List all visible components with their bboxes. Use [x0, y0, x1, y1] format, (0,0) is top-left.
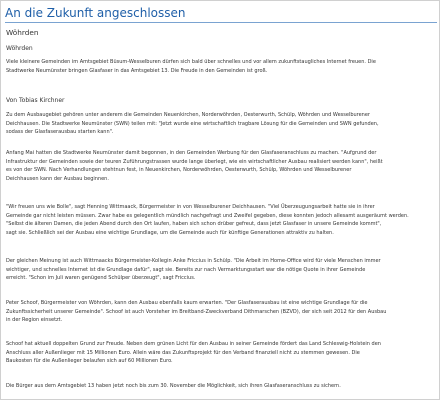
- article-title: An die Zukunft angeschlossen: [5, 5, 437, 23]
- paragraph-line: Peter Schoof, Bürgermeister von Wöhrden, kann den Ausbau ebenfalls kaum erwarten. "Der Glasfaserausbau ist eine wichtige Grundlage für die: [6, 300, 368, 306]
- paragraph-line: in der Region einsetzt.: [6, 317, 63, 323]
- paragraph-line: sagt sie. Schließlich sei der Ausbau eine wichtige Grundlage, um die Gemeinde auch für künftige Generationen attraktiv zu halten.: [6, 229, 334, 236]
- paragraph-line: wichtiger, und schnelles Internet ist die Grundlage dafür", sagt sie. Bereits zur nach Vermarktungsstart war die nötige Quote in ihrer Gemeinde: [6, 266, 366, 273]
- intro-line: Viele kleinere Gemeinden im Amtsgebiet Büsum-Wesselburen dürfen sich bald über schnelles und vor allem zukunftstaugliches Internet freuen. Die: [6, 59, 376, 65]
- article-paragraph-3: [6, 203, 436, 237]
- paragraph-line: Schoof hat aktuell doppelten Grund zur Freude. Neben dem grünen Licht für den Ausbau in seiner Gemeinde fördert das Land Schleswig-Holstein den: [6, 341, 381, 347]
- intro-line: Stadtwerke Neumünster bringen Glasfaser in das Amtsgebiet 13. Die Freude in den Gemeinden ist groß.: [6, 67, 268, 74]
- article-paragraph-2: [6, 149, 436, 183]
- paragraph-line: Zukunftssicherheit unserer Gemeinde". Schoof ist auch Vorsteher im Breitband-Zweckverband Dithmarschen (BZVD), der sich seit 2012 für den Ausbau: [6, 308, 387, 315]
- paragraph-line: Baukosten für die Außenlieger belaufen sich auf 60 Millionen Euro.: [6, 358, 173, 364]
- paragraph-line: Anschluss aller Außenlieger mit 15 Millionen Euro. Allein wäre das Zukunftsprojekt für den Verband finanziell nicht zu stemmen gewesen. Die: [6, 349, 360, 356]
- article-byline: Von Tobias Kirchner: [6, 97, 65, 104]
- paragraph-line: Der gleichen Meinung ist auch Wittmaacks Bürgermeister-Kollegin Anke Friccius in Schülp. "Die Arbeit im Home-Office wird für viele Menschen immer: [6, 258, 381, 264]
- article-paragraph-7: [6, 382, 436, 391]
- paragraph-line: Deichhausen kann der Ausbau beginnen.: [6, 175, 109, 182]
- paragraph-line: Infrastruktur der Gemeinden sowie der teuren Zuführungstrassen wurde lange überlegt, wie ein wirtschaftlicher Ausbau realisiert werden kann", heißt: [6, 158, 383, 165]
- article-paragraph-4: [6, 257, 436, 283]
- article-paragraph-1: [6, 111, 436, 137]
- paragraph-line: Gemeinde gar nicht leisten müssen. Zwar habe es gelegentlich mündlich nachgefragt und Zweifel gegeben, diese konnten jedoch allesamt ausgeräumt werden.: [6, 212, 409, 219]
- article-location: Wöhrden: [6, 28, 39, 37]
- article-paragraph-5: [6, 299, 436, 325]
- article-intro: [6, 58, 436, 75]
- paragraph-line: "Wir freuen uns wie Bolle", sagt Henning Wittmaack, Bürgermeister in von Wesselburener Deichhausen. "Viel Überzeugungsarbeit hatte sie in ihrer: [6, 204, 375, 210]
- article-paragraph-6: [6, 340, 436, 366]
- paragraph-line: Die Bürger aus dem Amtsgebiet 13 haben jetzt noch bis zum 30. November die Möglichkeit, sich ihren Glasfaseranschluss zu sichern.: [6, 383, 341, 389]
- article-dateline: Wöhrden: [6, 45, 33, 52]
- paragraph-line: Zu dem Ausbaugebiet gehören unter anderem die Gemeinden Neuenkirchen, Norderwöhrden, Oesterwurth, Schülp, Wöhrden und Wesselburener: [6, 112, 370, 118]
- paragraph-line: sodass der Glasfaserausbau starten kann".: [6, 129, 114, 135]
- paragraph-line: Anfang Mai hatten die Stadtwerke Neumünster damit begonnen, in den Gemeinden Werbung für den Glasfaseranschluss zu machen. "Aufgrund der: [6, 150, 377, 156]
- paragraph-line: es von der SWN. Nach Verhandlungen stehtnun fest, in Neuenkirchen, Norderwöhrden, Oesterwurth, Schülp, Wöhrden und Wesselburener: [6, 167, 352, 173]
- paragraph-line: Deichhausen. Die Stadtwerke Neumünster (SWN) teilen mit: "Jetzt wurde eine wirtschaftlich tragbare Lösung für die Gemeinden und SWN gefunden,: [6, 120, 379, 127]
- paragraph-line: "Selbst die älteren Damen, die jeden Abend durch den Ort laufen, haben sich schon drüber gefreut, dass jetzt Glasfaser in unsere Gemeinde kommt",: [6, 221, 382, 227]
- paragraph-line: erreicht. "Schon im Juli waren genügend Schülper überzeugt", sagt Friccius.: [6, 275, 196, 281]
